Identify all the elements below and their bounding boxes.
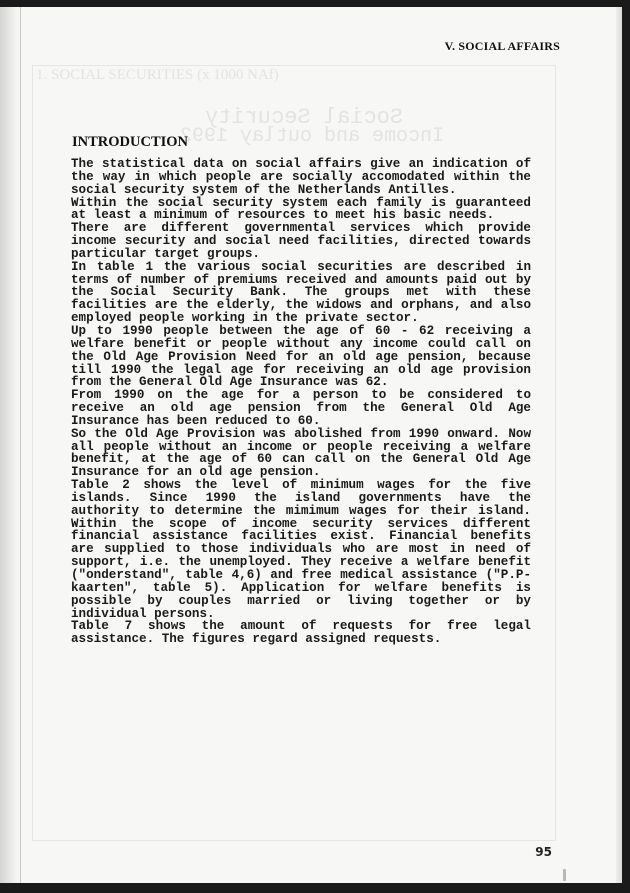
page-number: 95 [535,845,552,859]
paragraph: From 1990 on the age for a person to be considered to receive an old age pension from the General Old Age Insurance has been reduced to 60. [71,388,531,428]
paragraph: Table 7 shows the amount of requests for free legal assistance. The figures regard assigned requests. [71,619,531,647]
paragraph: Within the social security system each family is guaranteed at least a minimum of resources to meet his basic needs. [71,195,531,223]
scanned-page [0,7,622,883]
bleed-through-text: 1. SOCIAL SECURITIES (x 1000 NAf) [36,67,279,83]
bleed-through-text: Social Security [205,105,404,130]
scan-artifact [563,869,566,881]
paragraph: Table 2 shows the level of minimum wages for the five islands. Since 1990 the island governments have the authority to determine the mimimum wages for their island. Within the scope of income security services different financial assistance facilities exist. Financial benefits are supplied to those individuals who are most in need of support, i.e. the unemployed. They receive a welfare benefit ("onderstand", table 4,6) and free medical assistance ("P.P-kaarten", table 5). Application for welfare benefits is possible by couples married or living together or by individual persons. [71,478,531,621]
paragraph: There are different governmental services which provide income security and social need facilities, directed towards particular target groups. [71,221,531,261]
running-head: V. SOCIAL AFFAIRS [444,39,560,53]
bleed-through-text: Income and outlay 1992 [180,125,445,148]
paragraph: So the Old Age Provision was abolished from 1990 onward. Now all people without an income or people receiving a welfare benefit, at the age of 60 can call on the General Old Age Insurance for an old age pension. [71,426,531,480]
section-title: INTRODUCTION [72,134,189,150]
binding-edge [20,7,21,883]
paragraph: In table 1 the various social securities are described in terms of number of premiums received and amounts paid out by the Social Security Bank. The groups met with these facilities are the elderly, the widows and orphans, and also employed people working in the private sector. [71,259,531,326]
page-right-edge [616,7,622,883]
paragraph: The statistical data on social affairs give an indication of the way in which people are socially accomodated within the social security system of the Netherlands Antilles. [71,157,531,197]
paragraph: Up to 1990 people between the age of 60 - 62 receiving a welfare benefit or people without any income could call on the Old Age Provision Need for an old age pension, because till 1990 the legal age for receiving an old age provision from the General Old Age Insurance was 62. [71,323,531,390]
body-text [71,158,531,646]
